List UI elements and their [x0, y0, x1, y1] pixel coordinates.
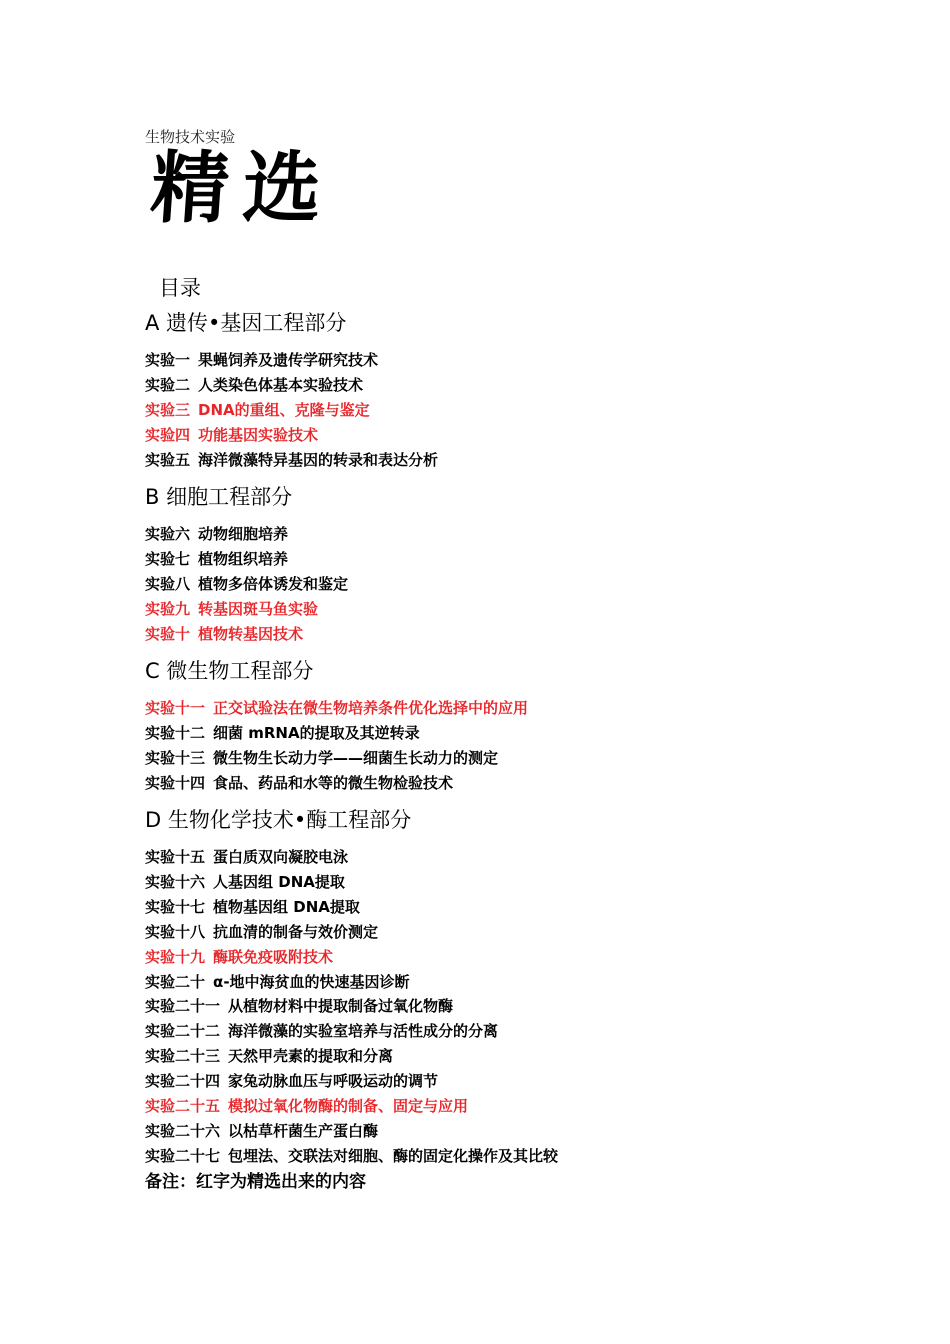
document-title: 精选	[147, 143, 339, 234]
toc-entry	[145, 947, 333, 967]
toc-entry-number: 实验八	[145, 575, 191, 593]
toc-entry-title: 包埋法、交联法对细胞、酶的固定化操作及其比较	[228, 1147, 559, 1165]
toc-entry-title: 家兔动脉血压与呼吸运动的调节	[228, 1072, 439, 1090]
toc-entry-number: 实验二十二	[145, 1022, 221, 1040]
section-title: C 微生物工程部分	[145, 659, 314, 683]
toc-entry-number: 实验十六	[145, 873, 206, 891]
toc-entry	[145, 922, 378, 942]
section-title: A 遗传•基因工程部分	[145, 311, 347, 335]
toc-entry-title: 植物多倍体诱发和鉴定	[198, 575, 349, 593]
toc-entry	[145, 350, 378, 370]
toc-entry-title: 以枯草杆菌生产蛋白酶	[228, 1122, 379, 1140]
toc-entry	[145, 972, 410, 992]
toc-entry	[145, 897, 360, 917]
toc-entry	[145, 1096, 468, 1116]
toc-entry-number: 实验二十四	[145, 1072, 221, 1090]
toc-entry	[145, 1146, 558, 1166]
toc-entry	[145, 698, 528, 718]
toc-entry-number: 实验十五	[145, 848, 206, 866]
toc-entry	[145, 574, 348, 594]
toc-entry-number: 实验十九	[145, 948, 206, 966]
document-subtitle: 生物技术实验	[145, 128, 236, 146]
toc-entry	[145, 748, 498, 768]
toc-entry-number: 实验十八	[145, 923, 206, 941]
toc-entry-title: 功能基因实验技术	[198, 426, 319, 444]
toc-entry-title: 酶联免疫吸附技术	[213, 948, 334, 966]
toc-entry-title: 海洋微藻特异基因的转录和表达分析	[198, 451, 439, 469]
toc-entry	[145, 524, 288, 544]
toc-entry-number: 实验十四	[145, 774, 206, 792]
toc-entry-title: 食品、药品和水等的微生物检验技术	[213, 774, 454, 792]
toc-entry-number: 实验二十五	[145, 1097, 221, 1115]
toc-entry-number: 实验五	[145, 451, 191, 469]
toc-entry-title: 人基因组 DNA提取	[213, 873, 345, 891]
toc-entry	[145, 1021, 498, 1041]
toc-entry	[145, 400, 370, 420]
toc-entry-title: 从植物材料中提取制备过氧化物酶	[228, 997, 454, 1015]
toc-entry-number: 实验九	[145, 600, 191, 618]
toc-entry-title: 模拟过氧化物酶的制备、固定与应用	[228, 1097, 469, 1115]
section-title: B 细胞工程部分	[145, 485, 293, 509]
toc-entry-title: 正交试验法在微生物培养条件优化选择中的应用	[213, 699, 529, 717]
toc-entry	[145, 425, 318, 445]
toc-entry-title: 蛋白质双向凝胶电泳	[213, 848, 349, 866]
toc-entry-number: 实验二	[145, 376, 191, 394]
toc-entry	[145, 450, 438, 470]
toc-entry-title: 转基因斑马鱼实验	[198, 600, 319, 618]
toc-entry-title: 细菌 mRNA的提取及其逆转录	[213, 724, 420, 742]
section-title: D 生物化学技术•酶工程部分	[145, 808, 412, 832]
toc-entry-number: 实验三	[145, 401, 191, 419]
toc-entry	[145, 1121, 378, 1141]
toc-entry	[145, 847, 348, 867]
toc-entry	[145, 1071, 438, 1091]
toc-entry-number: 实验七	[145, 550, 191, 568]
toc-entry-number: 实验十二	[145, 724, 206, 742]
toc-entry-number: 实验一	[145, 351, 191, 369]
toc-entry-number: 实验二十六	[145, 1122, 221, 1140]
footnote: 备注：红字为精选出来的内容	[145, 1172, 366, 1192]
toc-entry-number: 实验二十三	[145, 1047, 221, 1065]
toc-entry-number: 实验十三	[145, 749, 206, 767]
toc-entry-number: 实验二十	[145, 973, 206, 991]
toc-entry	[145, 375, 363, 395]
toc-entry	[145, 773, 453, 793]
toc-entry-title: 抗血清的制备与效价测定	[213, 923, 379, 941]
toc-entry-number: 实验十一	[145, 699, 206, 717]
toc-entry-title: 动物细胞培养	[198, 525, 289, 543]
toc-entry-title: 海洋微藻的实验室培养与活性成分的分离	[228, 1022, 499, 1040]
toc-entry-title: 天然甲壳素的提取和分离	[228, 1047, 394, 1065]
toc-entry-number: 实验十七	[145, 898, 206, 916]
toc-entry	[145, 723, 420, 743]
toc-entry-title: 植物组织培养	[198, 550, 289, 568]
toc-entry-number: 实验四	[145, 426, 191, 444]
toc-entry-number: 实验二十七	[145, 1147, 221, 1165]
toc-entry-title: 植物基因组 DNA提取	[213, 898, 360, 916]
toc-entry	[145, 549, 288, 569]
toc-entry	[145, 624, 303, 644]
toc-entry	[145, 599, 318, 619]
toc-entry-title: 人类染色体基本实验技术	[198, 376, 364, 394]
toc-entry-title: 植物转基因技术	[198, 625, 304, 643]
toc-entry	[145, 996, 453, 1016]
toc-entry-number: 实验二十一	[145, 997, 221, 1015]
toc-entry-number: 实验六	[145, 525, 191, 543]
toc-heading: 目录	[159, 276, 201, 300]
toc-entry	[145, 872, 345, 892]
toc-entry-title: DNA的重组、克隆与鉴定	[198, 401, 370, 419]
toc-entry-title: 果蝇饲养及遗传学研究技术	[198, 351, 379, 369]
toc-entry-title: 微生物生长动力学——细菌生长动力的测定	[213, 749, 499, 767]
toc-entry	[145, 1046, 393, 1066]
toc-entry-number: 实验十	[145, 625, 191, 643]
toc-entry-title: α-地中海贫血的快速基因诊断	[213, 973, 410, 991]
